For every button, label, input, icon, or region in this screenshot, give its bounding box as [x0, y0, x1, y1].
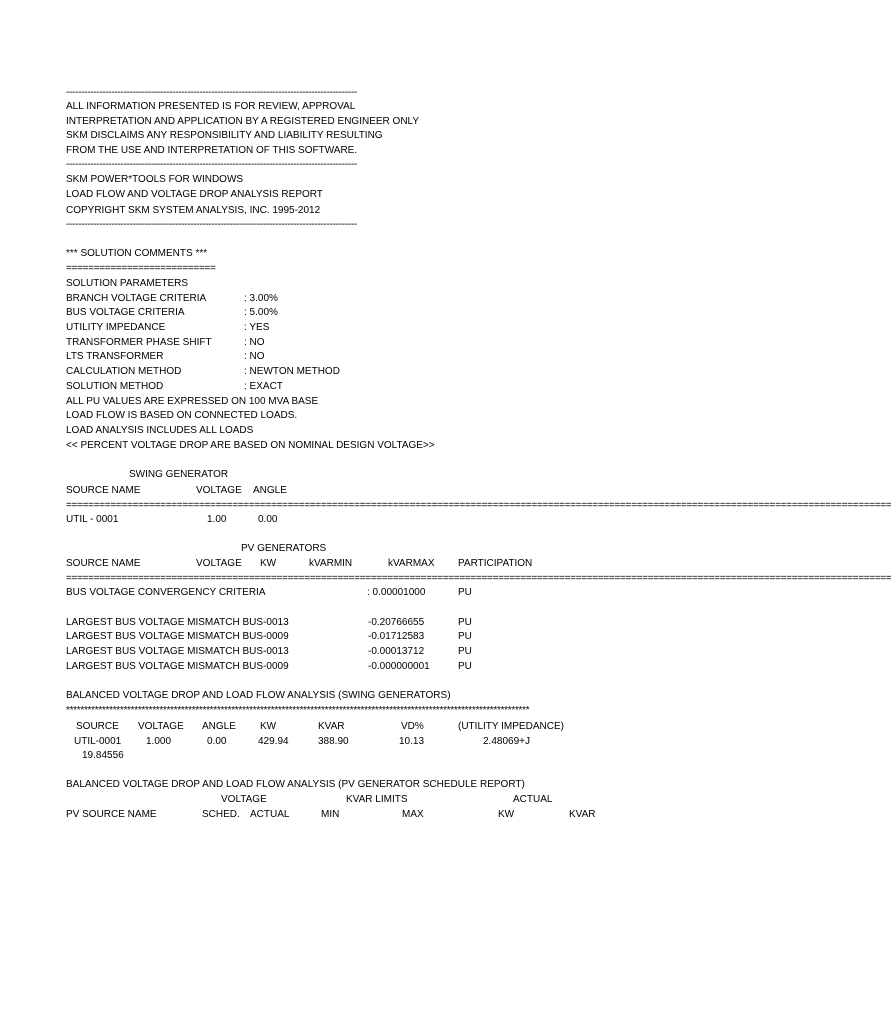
pv-rule: ===================================================================================================================================================== — [66, 573, 891, 584]
param-value: : NO — [244, 351, 265, 362]
mismatch-value: -0.000000001 — [368, 661, 430, 672]
param-value: : NEWTON METHOD — [244, 366, 340, 377]
mismatch-unit: PU — [458, 631, 472, 642]
bs-col-voltage: VOLTAGE — [138, 721, 184, 732]
param-value: : 3.00% — [244, 293, 278, 304]
bp-col-sched: SCHED. — [202, 809, 240, 820]
convergency-label: BUS VOLTAGE CONVERGENCY CRITERIA — [66, 587, 266, 598]
copyright-line: COPYRIGHT SKM SYSTEM ANALYSIS, INC. 1995-2012 — [66, 205, 321, 216]
bp-col-max: MAX — [402, 809, 424, 820]
disclaimer-rule-top: ------------------------------------------------------------------------------------------------ — [66, 87, 357, 98]
param-label: SOLUTION METHOD — [66, 381, 164, 392]
swing-generator-title: SWING GENERATOR — [129, 469, 229, 480]
param-label: BRANCH VOLTAGE CRITERIA — [66, 293, 207, 304]
bs-col-vd: VD% — [401, 721, 424, 732]
bs-angle: 0.00 — [207, 736, 227, 747]
swing-angle: 0.00 — [258, 514, 278, 525]
disclaimer-line: ALL INFORMATION PRESENTED IS FOR REVIEW, APPROVAL — [66, 101, 356, 112]
report-software-title: SKM POWER*TOOLS FOR WINDOWS — [66, 174, 244, 185]
balanced-swing-title: BALANCED VOLTAGE DROP AND LOAD FLOW ANALYSIS (SWING GENERATORS) — [66, 690, 451, 701]
param-label: LTS TRANSFORMER — [66, 351, 164, 362]
pv-col-source: SOURCE NAME — [66, 558, 141, 569]
swing-rule: ===================================================================================================================================================== — [66, 500, 891, 511]
disclaimer-line: SKM DISCLAIMS ANY RESPONSIBILITY AND LIABILITY RESULTING — [66, 130, 383, 141]
bp-group-actual: ACTUAL — [513, 794, 553, 805]
swing-col-angle: ANGLE — [253, 485, 287, 496]
param-value: : 5.00% — [244, 307, 278, 318]
param-value: : YES — [244, 322, 270, 333]
bs-col-kvar: KVAR — [318, 721, 345, 732]
bs-col-impedance: (UTILITY IMPEDANCE) — [458, 721, 564, 732]
pv-generators-title: PV GENERATORS — [241, 543, 327, 554]
swing-col-voltage: VOLTAGE — [196, 485, 242, 496]
solution-params-heading: SOLUTION PARAMETERS — [66, 278, 189, 289]
bs-source: UTIL-0001 — [74, 736, 122, 747]
header-rule-bottom: ------------------------------------------------------------------------------------------------ — [66, 219, 357, 230]
mismatch-value: -0.20766655 — [368, 617, 425, 628]
bp-col-kw: KW — [498, 809, 515, 820]
mismatch-label: LARGEST BUS VOLTAGE MISMATCH BUS-0009 — [66, 661, 289, 672]
mismatch-unit: PU — [458, 646, 472, 657]
mismatch-unit: PU — [458, 617, 472, 628]
solution-note: LOAD FLOW IS BASED ON CONNECTED LOADS. — [66, 410, 298, 421]
bp-col-actual: ACTUAL — [250, 809, 290, 820]
param-label: BUS VOLTAGE CRITERIA — [66, 307, 185, 318]
bp-col-min: MIN — [321, 809, 340, 820]
swing-col-source: SOURCE NAME — [66, 485, 141, 496]
report-title: LOAD FLOW AND VOLTAGE DROP ANALYSIS REPORT — [66, 189, 323, 200]
bp-group-voltage: VOLTAGE — [221, 794, 267, 805]
balanced-swing-rule: ********************************************************************************************************************************* — [66, 705, 530, 716]
param-label: TRANSFORMER PHASE SHIFT — [66, 337, 212, 348]
bs-col-source: SOURCE — [76, 721, 119, 732]
param-label: UTILITY IMPEDANCE — [66, 322, 166, 333]
bs-kvar: 388.90 — [318, 736, 349, 747]
param-value: : NO — [244, 337, 265, 348]
bs-vd: 10.13 — [399, 736, 425, 747]
pv-col-participation: PARTICIPATION — [458, 558, 533, 569]
convergency-value: : 0.00001000 — [367, 587, 426, 598]
bs-kw: 429.94 — [258, 736, 289, 747]
bs-impedance: 2.48069+J — [483, 736, 530, 747]
swing-voltage: 1.00 — [207, 514, 227, 525]
mismatch-label: LARGEST BUS VOLTAGE MISMATCH BUS-0009 — [66, 631, 289, 642]
solution-title-rule: =========================== — [66, 263, 216, 274]
pv-col-kw: KW — [260, 558, 277, 569]
swing-source-name: UTIL - 0001 — [66, 514, 119, 525]
param-value: : EXACT — [244, 381, 283, 392]
solution-comments-title: *** SOLUTION COMMENTS *** — [66, 248, 208, 259]
disclaimer-line: INTERPRETATION AND APPLICATION BY A REGISTERED ENGINEER ONLY — [66, 116, 420, 127]
convergency-unit: PU — [458, 587, 472, 598]
balanced-pv-title: BALANCED VOLTAGE DROP AND LOAD FLOW ANALYSIS (PV GENERATOR SCHEDULE REPORT) — [66, 779, 525, 790]
pv-col-kvarmin: kVARMIN — [309, 558, 353, 569]
disclaimer-rule-mid: ------------------------------------------------------------------------------------------------ — [66, 159, 357, 170]
bp-col-name: PV SOURCE NAME — [66, 809, 157, 820]
bp-col-kvar: KVAR — [569, 809, 596, 820]
mismatch-label: LARGEST BUS VOLTAGE MISMATCH BUS-0013 — [66, 617, 289, 628]
pv-col-kvarmax: kVARMAX — [388, 558, 435, 569]
mismatch-label: LARGEST BUS VOLTAGE MISMATCH BUS-0013 — [66, 646, 289, 657]
pv-col-voltage: VOLTAGE — [196, 558, 242, 569]
param-label: CALCULATION METHOD — [66, 366, 182, 377]
disclaimer-line: FROM THE USE AND INTERPRETATION OF THIS SOFTWARE. — [66, 145, 358, 156]
solution-note: << PERCENT VOLTAGE DROP ARE BASED ON NOMINAL DESIGN VOLTAGE>> — [66, 440, 435, 451]
bs-impedance-continued: 19.84556 — [82, 750, 124, 761]
solution-note: ALL PU VALUES ARE EXPRESSED ON 100 MVA BASE — [66, 396, 319, 407]
bs-col-angle: ANGLE — [202, 721, 236, 732]
bs-col-kw: KW — [260, 721, 277, 732]
bs-voltage: 1.000 — [146, 736, 172, 747]
mismatch-value: -0.00013712 — [368, 646, 425, 657]
mismatch-unit: PU — [458, 661, 472, 672]
mismatch-value: -0.01712583 — [368, 631, 425, 642]
bp-group-kvar-limits: KVAR LIMITS — [346, 794, 408, 805]
solution-note: LOAD ANALYSIS INCLUDES ALL LOADS — [66, 425, 254, 436]
